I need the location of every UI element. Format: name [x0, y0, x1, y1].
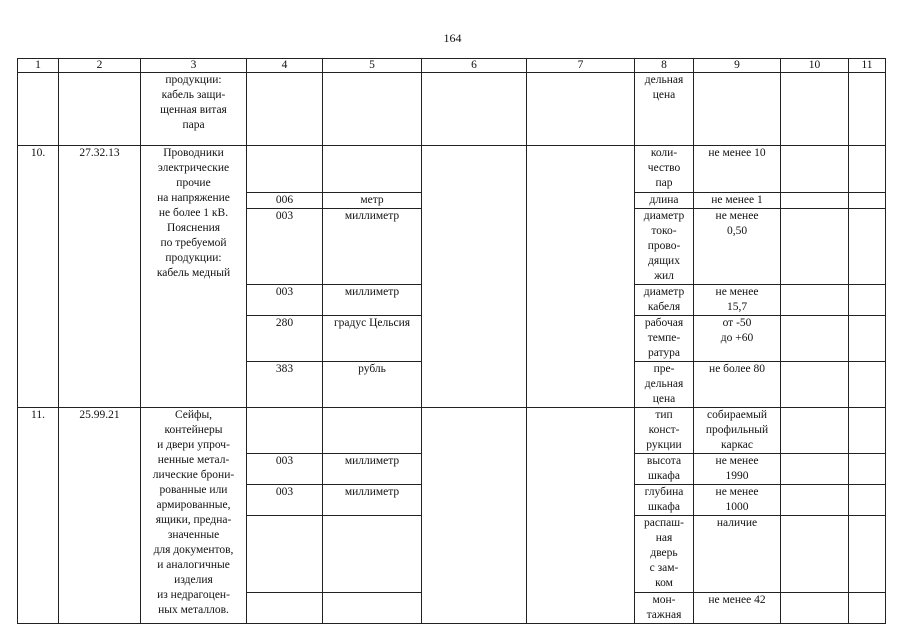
table-cell	[694, 73, 781, 146]
table-cell	[781, 316, 849, 362]
column-number-row	[18, 59, 886, 73]
characteristic-name: глубина шкафа	[635, 485, 694, 516]
table-cell	[527, 146, 635, 408]
table-cell	[781, 593, 849, 624]
okei-code: 003	[247, 209, 323, 285]
characteristic-value: собираемый профильный каркас	[694, 408, 781, 454]
characteristic-name: высота шкафа	[635, 454, 694, 485]
table-cell	[422, 146, 527, 408]
table-cell	[849, 593, 886, 624]
table-row	[18, 73, 886, 146]
table-cell	[781, 285, 849, 316]
table-cell	[323, 73, 422, 146]
okei-code: 003	[247, 285, 323, 316]
characteristic-value: от -50 до +60	[694, 316, 781, 362]
unit-name: миллиметр	[323, 454, 422, 485]
column-header: 3	[141, 59, 247, 73]
table-cell	[849, 485, 886, 516]
unit-name: миллиметр	[323, 209, 422, 285]
okpd2-code: 25.99.21	[59, 408, 141, 624]
column-header: 4	[247, 59, 323, 73]
unit-name	[323, 146, 422, 193]
table-row	[18, 146, 886, 193]
column-header: 11	[849, 59, 886, 73]
continuation-characteristic: дельная цена	[635, 73, 694, 146]
characteristic-name: диаметр кабеля	[635, 285, 694, 316]
characteristic-name: рабочая темпе- ратура	[635, 316, 694, 362]
okei-code: 383	[247, 362, 323, 408]
okei-code: 003	[247, 485, 323, 516]
table-cell	[781, 73, 849, 146]
table-cell	[781, 146, 849, 193]
column-header: 2	[59, 59, 141, 73]
table-cell	[849, 316, 886, 362]
characteristic-value: не менее 42	[694, 593, 781, 624]
table-cell	[527, 408, 635, 624]
product-name: Сейфы, контейнеры и двери упроч- ненные метал- лические брони- рованные или армированные, ящики, предна- значенные для документов, и аналогичные изделия из недрагоцен- ных металлов.	[141, 408, 247, 624]
characteristic-name: длина	[635, 193, 694, 209]
item-number: 11.	[18, 408, 59, 624]
column-header: 5	[323, 59, 422, 73]
table-cell	[422, 408, 527, 624]
table-cell	[849, 209, 886, 285]
table-cell	[849, 408, 886, 454]
characteristic-name: диаметр токо- прово- дящих жил	[635, 209, 694, 285]
characteristic-name: коли- чество пар	[635, 146, 694, 193]
table-cell	[781, 408, 849, 454]
characteristic-value: наличие	[694, 516, 781, 593]
table-cell	[247, 73, 323, 146]
table-cell	[781, 516, 849, 593]
table-cell	[781, 209, 849, 285]
column-header: 9	[694, 59, 781, 73]
table-cell	[18, 73, 59, 146]
table-cell	[849, 285, 886, 316]
unit-name	[323, 593, 422, 624]
table-cell	[781, 362, 849, 408]
okei-code: 280	[247, 316, 323, 362]
column-header: 1	[18, 59, 59, 73]
okei-code	[247, 516, 323, 593]
table-cell	[781, 193, 849, 209]
column-header: 8	[635, 59, 694, 73]
unit-name: градус Цельсия	[323, 316, 422, 362]
continuation-product-name: продукции: кабель защи- щенная витая пара	[141, 73, 247, 146]
unit-name: метр	[323, 193, 422, 209]
column-header: 10	[781, 59, 849, 73]
table-cell	[422, 73, 527, 146]
okei-code: 006	[247, 193, 323, 209]
characteristic-name: пре- дельная цена	[635, 362, 694, 408]
page-number: 164	[443, 31, 462, 45]
table-cell	[849, 73, 886, 146]
characteristic-value: не менее 0,50	[694, 209, 781, 285]
characteristic-value: не менее 15,7	[694, 285, 781, 316]
unit-name: рубль	[323, 362, 422, 408]
table-cell	[849, 193, 886, 209]
characteristic-name: распаш- ная дверь с зам- ком	[635, 516, 694, 593]
unit-name: миллиметр	[323, 285, 422, 316]
table-cell	[849, 516, 886, 593]
table-cell	[59, 73, 141, 146]
table-cell	[781, 454, 849, 485]
characteristic-name: тип конст- рукции	[635, 408, 694, 454]
table-cell	[849, 454, 886, 485]
okei-code	[247, 408, 323, 454]
column-header: 7	[527, 59, 635, 73]
item-number: 10.	[18, 146, 59, 408]
okei-code: 003	[247, 454, 323, 485]
characteristic-value: не менее 1990	[694, 454, 781, 485]
specification-table	[17, 58, 886, 624]
characteristic-value: не менее 1000	[694, 485, 781, 516]
table-cell	[849, 146, 886, 193]
characteristic-name: мон- тажная	[635, 593, 694, 624]
table-cell	[849, 362, 886, 408]
unit-name	[323, 516, 422, 593]
product-name: Проводники электрические прочие на напряжение не более 1 кВ. Пояснения по требуемой продукции: кабель медный	[141, 146, 247, 408]
unit-name	[323, 408, 422, 454]
table-cell	[781, 485, 849, 516]
characteristic-value: не менее 1	[694, 193, 781, 209]
okei-code	[247, 593, 323, 624]
characteristic-value: не более 80	[694, 362, 781, 408]
unit-name: миллиметр	[323, 485, 422, 516]
characteristic-value: не менее 10	[694, 146, 781, 193]
column-header: 6	[422, 59, 527, 73]
table-row	[18, 408, 886, 454]
table-cell	[527, 73, 635, 146]
okpd2-code: 27.32.13	[59, 146, 141, 408]
okei-code	[247, 146, 323, 193]
